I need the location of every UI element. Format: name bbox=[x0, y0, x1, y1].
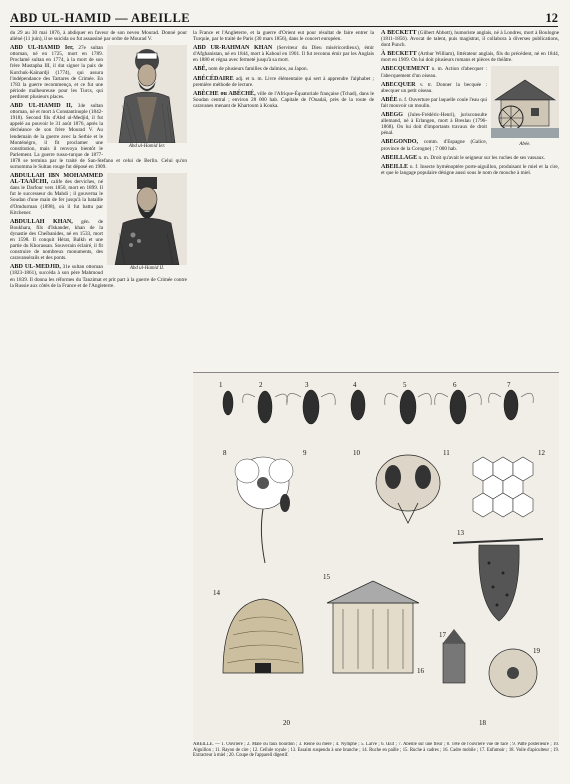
column-1 bbox=[10, 30, 187, 780]
plate-number-17: 17 bbox=[439, 631, 446, 639]
plate-number-6: 6 bbox=[453, 381, 457, 389]
plate-caption: ABEILLE. — 1. Ouvrière ; 2. Mâle ou faux bourdon ; 3. Reine ou mère ; 4. Nymphe ; 5. Larve ; 6. Œuf ; 7. Abeille sur une fleur ; 8. Tête de l'ouvrière vue de face ; 9. Patte postérieure ; 10. Aiguillon ; 11. Rayon de cire ; 12. Cellule royale ; 13. Essaim suspendu à une branche ; 14. Ruche en paille ; 15. Ruche à cadres ; 16. Cadre mobile ; 17. Enfumoir ; 18. Voile d'apiculteur ; 19. Extracteur à miel ; 20. Coupe de l'appareil digestif. bbox=[193, 742, 559, 759]
plate-number-20: 20 bbox=[283, 719, 290, 727]
plate-number-3: 3 bbox=[305, 381, 309, 389]
plate-number-1: 1 bbox=[219, 381, 223, 389]
portrait-caption-2: Abd ul-Hamid II. bbox=[129, 266, 165, 272]
entry-abeillage bbox=[381, 155, 559, 161]
plate-number-7: 7 bbox=[507, 381, 511, 389]
plate-number-10: 10 bbox=[353, 449, 360, 457]
column-3 bbox=[381, 30, 559, 424]
entry-text: calife des derviches, né dans le Darfour vers 1850, mort en 1899. Il fut le successeur du Mahdi ; il gouverna le Soudan d'une main de fer jusqu'à la bataille d'Omdurman (1898), où il fut battu par Kitchener. bbox=[10, 179, 103, 216]
plate-number-15: 15 bbox=[323, 573, 330, 581]
entry-a-beckett-gilbert bbox=[381, 30, 559, 48]
running-head: ABD UL-HAMID — ABEILLE bbox=[10, 11, 191, 25]
column1-intro: du 29 au 30 mai 1876, à abdiquer en faveur de son neveu Mourad. Donné pour aliéné (11 juin), il se suicida ou fut assassiné par ordre de Mourad V. bbox=[10, 30, 187, 43]
plate-number-2: 2 bbox=[259, 381, 263, 389]
entry-text: (Serviteur du Dieu miséricordieux), émir d'Afghanistan, né en 1844, mort à Kaboul en 1901. Il fut reconnu émir par les Anglais en 1880 et régna avec fermeté jusqu'à sa mort. bbox=[193, 45, 374, 64]
portrait-abd-ul-hamid-1 bbox=[107, 45, 187, 150]
headword: ABÈCHE ou ABÉCHÉ, bbox=[193, 90, 256, 97]
entry-text: (Jules-Frédéric-Henri), jurisconsulte allemand, né à Erlangen, mort à Breslau (1796-1868). On lui doit d'importants travaux de droit pénal. bbox=[381, 112, 488, 137]
portrait-engraving-1 bbox=[107, 45, 187, 143]
portrait-abd-ul-hamid-2 bbox=[107, 173, 187, 272]
headword: ABD UR-RAHMAN KHAN bbox=[193, 45, 273, 52]
plate-number-5: 5 bbox=[403, 381, 407, 389]
portrait-engraving-2 bbox=[107, 173, 187, 265]
plate-number-11: 11 bbox=[443, 449, 450, 457]
plate-number-14: 14 bbox=[213, 589, 220, 597]
entry-text: gén. de Boukhara, fils d'Iskander, khan de la dynastie des Cheïbanides, né en 1533, mort en 1598. Il conquit Hérat, Balkh et une partie du Khorassan. Souverain éclairé, il fit construire de nombreux monuments, des caravansérails et des ponts. bbox=[10, 218, 103, 262]
column-2 bbox=[193, 30, 374, 270]
entry-text: adj. et n. m. Livre élémentaire qui sert à apprendre l'alphabet ; première méthode de lecture. bbox=[193, 75, 374, 88]
headword: ABÉCÉDAIRE bbox=[193, 75, 234, 82]
entry-text: nom de plusieurs familles de daïmios, au Japon. bbox=[208, 66, 308, 73]
plate-number-18: 18 bbox=[479, 719, 486, 727]
entry-text: 34e sultan ottoman, né et mort à Constantinople (1842-1918). Second fils d'Abd ul-Medjid, il fut appelé au pouvoir le 31 août 1876, après la déchéance de son frère Mourad V. Au lendemain de la guerre avec la Serbie et le Monténégro, il fit proclamer une constitution, mais il renvoya bientôt le Parlement. La guerre russo-turque de 1877-1878 se termina par le traité de San-Stefano et celui de Berlin. Celui qu'on surnomma le Sultan rouge fut déposé en 1909. bbox=[10, 103, 187, 170]
watermill-engraving bbox=[491, 66, 559, 138]
entry-abd-ur-rahman-khan bbox=[193, 45, 374, 63]
headword: ABDULLAH IBN MOHAMMED AL-TAAÏCHI, bbox=[10, 173, 103, 186]
headword: ABEGONDO, bbox=[381, 139, 419, 146]
headword: ABD UL-MEDJID, bbox=[10, 264, 61, 271]
entry-a-beckett-arthur bbox=[381, 51, 559, 63]
headword: ABEGG bbox=[381, 112, 404, 119]
headword: À BECKETT bbox=[381, 30, 417, 36]
portrait-caption-1: Abd ul-Hamid Ier. bbox=[128, 144, 166, 150]
entry-text: n. f. Ouverture par laquelle coule l'eau qui fait mouvoir un moulin. bbox=[381, 96, 487, 109]
plate-number-13: 13 bbox=[457, 529, 464, 537]
plate-number-4: 4 bbox=[353, 381, 357, 389]
plate-number-9: 9 bbox=[303, 449, 307, 457]
entry-abe bbox=[193, 66, 374, 72]
entry-text: (Arthur William), littérateur anglais, fils du précédent, né en 1844, mort en 1909. On lui doit plusieurs romans et pièces de théâtre. bbox=[381, 51, 559, 64]
entry-text: 31e sultan ottoman (1823-1861), succéda à son père Mahmoud en 1839. Il donna les réformes du Tanzimat et prit part à la guerre de Crimée contre la Russie aux côtés de la France et de l'Angleterre. bbox=[10, 264, 187, 289]
bee-plate bbox=[193, 372, 559, 741]
plate-number-8: 8 bbox=[223, 449, 227, 457]
entry-text: n. f. Insecte hyménoptère porte-aiguillon, produisant le miel et la cire, et que le langage populaire désigne aussi sous le nom de mouche à miel. bbox=[381, 163, 559, 176]
entry-text: (Gilbert Abbott), humoriste anglais, né à Londres, mort à Boulogne (1811-1856). Avocat de talent, puis magistrat, il collabora à diverses publications, dont Punch. bbox=[381, 30, 559, 49]
headword: ABÉE bbox=[381, 96, 398, 103]
page-number: 12 bbox=[545, 11, 558, 25]
headword: ABEILLE bbox=[381, 163, 409, 170]
headword: À BECKETT bbox=[381, 51, 417, 58]
abee-caption: Abée. bbox=[519, 141, 531, 147]
headword: ABECQUEMENT bbox=[381, 66, 430, 73]
entry-text: 27e sultan ottoman, né en 1725, mort en 1789. Proclamé sultan en 1774, à la mort de son frère Mustapha III, il dut signer la paix de Kutchuk-Kaïnardji (1774), qui assura l'indépendance des Tartares de Crimée. En 1783 la guerre recommença, et ce fut une période malheureuse pour les Turcs, qui perdirent plusieurs places. bbox=[10, 45, 103, 100]
column2-intro: la France et l'Angleterre, et la guerre d'Orient eut pour résultat de faire entrer la Turquie, par le traité de Paris (30 mars 1856), dans le concert européen. bbox=[193, 30, 374, 43]
entry-text: n. m. Droit qu'avait le seigneur sur les ruches de ses vassaux. bbox=[418, 154, 546, 161]
plate-number-19: 19 bbox=[533, 647, 540, 655]
abee-figure bbox=[491, 66, 559, 147]
page-header bbox=[10, 6, 558, 27]
headword: ABD UL-HAMID II, bbox=[10, 103, 73, 110]
headword: ABD UL-HAMID Ier, bbox=[10, 45, 74, 52]
entry-abecedaire bbox=[193, 76, 374, 88]
headword: ABDULLAH KHAN, bbox=[10, 218, 73, 225]
entry-text: v. tr. Donner la becquée : abecquer un petit oiseau. bbox=[381, 81, 488, 94]
headword: ABÉ, bbox=[193, 66, 208, 73]
entry-abeche bbox=[193, 91, 374, 109]
headword: ABEILLAGE bbox=[381, 154, 418, 161]
bee-plate-illustration bbox=[193, 373, 559, 741]
entry-text: n. m. Action d'abecquer : l'abecquement d'un oiseau. bbox=[381, 66, 487, 79]
headword: ABECQUER bbox=[381, 81, 416, 88]
entry-abeille bbox=[381, 164, 559, 176]
entry-text: ville de l'Afrique-Équatoriale française (Tchad), dans le Soudan central ; environ 28 000 hab. Capitale de l'Ouadaï, près de la route de caravanes menant de Khartoum à Kouka. bbox=[193, 90, 374, 109]
entry-text: comm. d'Espagne (Galice, province de la Corogne) ; 7 000 hab. bbox=[381, 139, 487, 152]
plate-number-12: 12 bbox=[538, 449, 545, 457]
plate-number-16: 16 bbox=[417, 667, 424, 675]
